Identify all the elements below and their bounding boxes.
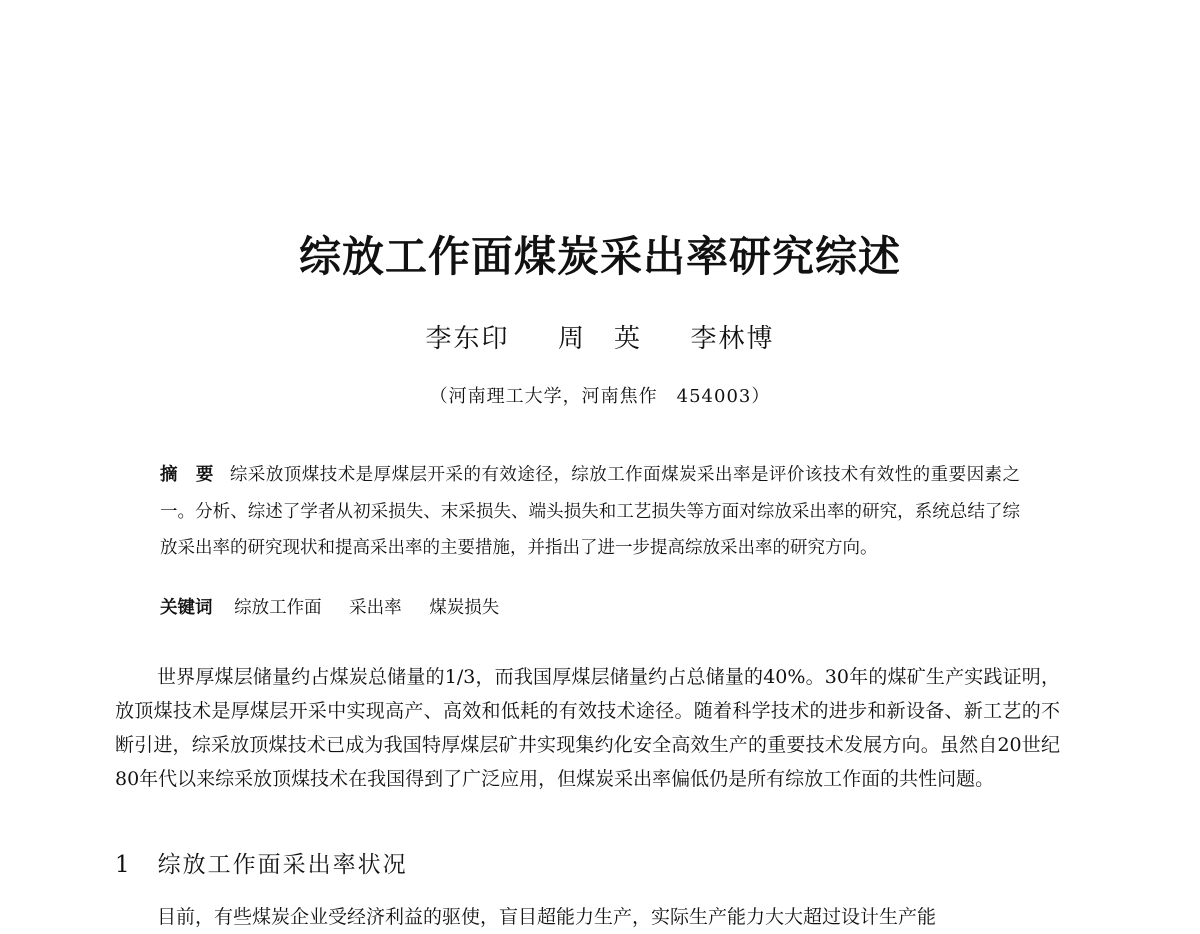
keyword: 煤炭损失 [429,598,500,618]
section-number: 1 [115,852,132,878]
section-title: 综放工作面采出率状况 [157,852,408,878]
author-name: 周 英 [557,324,642,354]
abstract [160,457,1020,567]
author-name: 李林博 [690,324,775,354]
keyword: 综放工作面 [234,598,322,618]
affiliation: （河南理工大学，河南焦作 454003） [429,386,771,407]
author-name: 李东印 [425,324,510,354]
keywords [160,594,1020,619]
abstract-label: 摘 要 [160,465,214,485]
paper-title: 综放工作面煤炭采出率研究综述 [298,232,901,281]
section-heading [115,846,408,879]
intro-paragraph: 世界厚煤层储量约占煤炭总储量的1/3，而我国厚煤层储量约占总储量的40%。30年的煤矿生产实践证明，放顶煤技术是厚煤层开采中实现高产、高效和低耗的有效技术途径。随着科学技术的进步和新设备、新工艺的不断引进，综采放顶煤技术已成为我国特厚煤层矿井实现集约化安全高效生产的重要技术发展方向。虽然自20世纪80年代以来综采放顶煤技术在我国得到了广泛应用，但煤炭采出率偏低仍是所有综放工作面的共性问题。 [115,666,1060,790]
section-paragraph: 目前，有些煤炭企业受经济利益的驱使，盲目超能力生产，实际生产能力大大超过设计生产能 [157,906,937,928]
author-list [0,318,1200,355]
keyword: 采出率 [349,598,402,618]
keywords-label: 关键词 [160,598,213,618]
abstract-text: 综采放顶煤技术是厚煤层开采的有效途径，综放工作面煤炭采出率是评价该技术有效性的重要因素之一。分析、综述了学者从初采损失、末采损失、端头损失和工艺损失等方面对综放采出率的研究，系统总结了综放采出率的研究现状和提高采出率的主要措施，并指出了进一步提高综放采出率的研究方向。 [160,465,1021,558]
